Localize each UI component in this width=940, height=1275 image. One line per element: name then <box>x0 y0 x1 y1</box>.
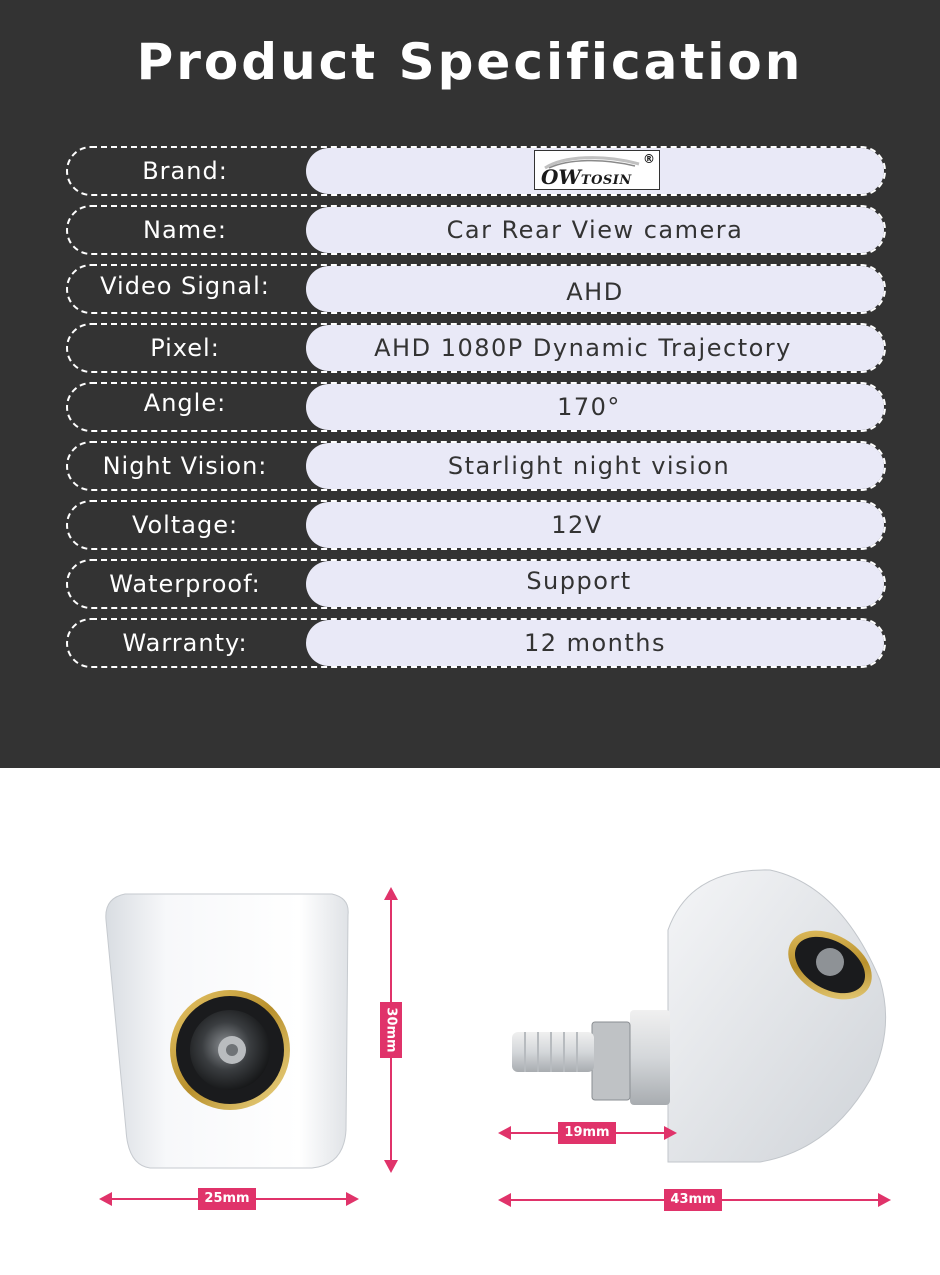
product-dimensions-area <box>0 768 940 1275</box>
spec-value-pill <box>306 148 884 194</box>
spec-label-angle: Angle: <box>143 389 227 417</box>
spec-value-pixel: AHD 1080P Dynamic Trajectory <box>374 334 792 362</box>
spec-row-warranty <box>66 618 886 668</box>
spec-row-video-signal <box>66 264 886 314</box>
camera-side-view <box>512 870 886 1162</box>
spec-label-night-vision: Night Vision: <box>102 452 268 480</box>
spec-value-night-vision: Starlight night vision <box>447 452 731 480</box>
spec-value-waterproof: Support <box>526 567 632 595</box>
spec-label-pixel: Pixel: <box>150 334 220 362</box>
spec-row-name <box>66 205 886 255</box>
logo-wordmark: OWTOSIN <box>541 165 632 189</box>
spec-value-pill <box>306 561 884 607</box>
spec-label-brand: Brand: <box>142 157 228 185</box>
spec-value-pill <box>306 384 884 430</box>
dimension-label-side-length: 43mm <box>664 1189 722 1211</box>
registered-mark: ® <box>643 152 655 166</box>
spec-label-name: Name: <box>143 216 227 244</box>
spec-value-name: Car Rear View camera <box>446 216 744 244</box>
spec-value-warranty: 12 months <box>523 629 667 657</box>
spec-value-pill <box>306 502 884 548</box>
spec-row-angle <box>66 382 886 432</box>
brand-logo <box>534 150 660 190</box>
spec-row-pixel <box>66 323 886 373</box>
dimension-label-screw-length: 19mm <box>558 1122 616 1144</box>
dimension-label-front-height: 30mm <box>380 1002 402 1058</box>
spec-value-pill <box>306 207 884 253</box>
spec-label-video-signal: Video Signal: <box>100 272 270 300</box>
spec-value-pill <box>306 266 884 312</box>
spec-value-voltage: 12V <box>551 511 603 539</box>
spec-value-pill <box>306 325 884 371</box>
spec-label-waterproof: Waterproof: <box>109 570 261 598</box>
spec-row-voltage <box>66 500 886 550</box>
spec-label-warranty: Warranty: <box>122 629 248 657</box>
page-title: Product Specification <box>136 33 804 91</box>
spec-value-angle: 170° <box>557 393 621 421</box>
spec-value-pill <box>306 443 884 489</box>
spec-row-waterproof <box>66 559 886 609</box>
spec-label-voltage: Voltage: <box>131 511 239 539</box>
spec-row-brand <box>66 146 886 196</box>
camera-illustration <box>0 768 940 1275</box>
spec-value-pill <box>306 620 884 666</box>
dimension-label-front-width: 25mm <box>198 1188 256 1210</box>
spec-value-video-signal: AHD <box>566 278 624 306</box>
spec-row-night-vision <box>66 441 886 491</box>
camera-front-view <box>106 894 348 1168</box>
